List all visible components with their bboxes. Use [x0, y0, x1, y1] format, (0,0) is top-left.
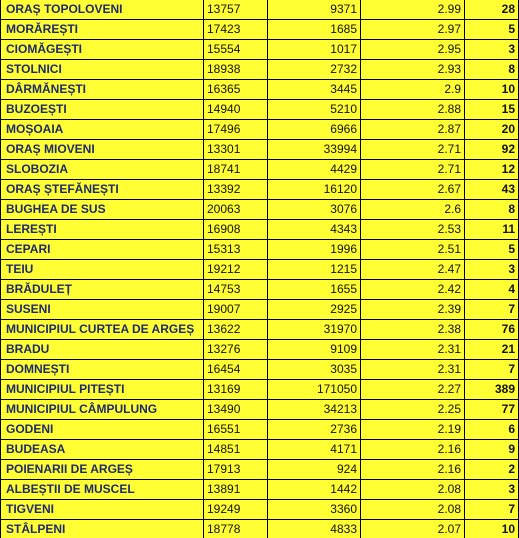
case-count-cell[interactable]: 12	[465, 160, 519, 180]
locality-code-cell[interactable]: 13757	[204, 0, 268, 20]
rate-value-cell[interactable]: 2.39	[361, 300, 465, 320]
locality-name-cell[interactable]: SUSENI	[1, 300, 204, 320]
population-cell[interactable]: 3360	[268, 500, 361, 520]
case-count-cell[interactable]: 5	[465, 240, 519, 260]
population-cell[interactable]: 1215	[268, 260, 361, 280]
table-row	[1, 220, 519, 240]
locality-code-cell[interactable]: 18938	[204, 60, 268, 80]
locality-name-cell[interactable]: MUNICIPIUL CURTEA DE ARGEȘ	[1, 320, 204, 340]
locality-code-cell[interactable]: 19249	[204, 500, 268, 520]
population-cell[interactable]: 2736	[268, 420, 361, 440]
locality-name-cell[interactable]: ORAȘ TOPOLOVENI	[1, 0, 204, 20]
locality-name-cell[interactable]: STOLNICI	[1, 60, 204, 80]
case-count-cell[interactable]: 28	[465, 0, 519, 20]
rate-value-cell[interactable]: 2.9	[361, 80, 465, 100]
locality-code-cell[interactable]: 13622	[204, 320, 268, 340]
locality-name-cell[interactable]: CEPARI	[1, 240, 204, 260]
locality-name-cell[interactable]: DÂRMĂNEȘTI	[1, 80, 204, 100]
table-row	[1, 380, 519, 400]
population-cell[interactable]: 3445	[268, 80, 361, 100]
locality-code-cell[interactable]: 20063	[204, 200, 268, 220]
locality-code-cell[interactable]: 13301	[204, 140, 268, 160]
table-row	[1, 500, 519, 520]
locality-name-cell[interactable]: GODENI	[1, 420, 204, 440]
locality-name-cell[interactable]: BUGHEA DE SUS	[1, 200, 204, 220]
population-cell[interactable]: 4833	[268, 520, 361, 538]
table-row	[1, 60, 519, 80]
rate-value-cell[interactable]: 2.71	[361, 160, 465, 180]
population-cell[interactable]: 6966	[268, 120, 361, 140]
locality-name-cell[interactable]: ALBEȘTII DE MUSCEL	[1, 480, 204, 500]
case-count-cell[interactable]: 7	[465, 500, 519, 520]
locality-code-cell[interactable]: 16908	[204, 220, 268, 240]
population-cell[interactable]: 2925	[268, 300, 361, 320]
table-row	[1, 20, 519, 40]
case-count-cell[interactable]: 77	[465, 400, 519, 420]
case-count-cell[interactable]: 7	[465, 300, 519, 320]
case-count-cell[interactable]: 43	[465, 180, 519, 200]
population-cell[interactable]: 33994	[268, 140, 361, 160]
locality-name-cell[interactable]: TIGVENI	[1, 500, 204, 520]
case-count-cell[interactable]: 15	[465, 100, 519, 120]
case-count-cell[interactable]: 3	[465, 260, 519, 280]
table-row	[1, 240, 519, 260]
locality-code-cell[interactable]: 14940	[204, 100, 268, 120]
case-count-cell[interactable]: 8	[465, 200, 519, 220]
locality-code-cell[interactable]: 17913	[204, 460, 268, 480]
case-count-cell[interactable]: 8	[465, 60, 519, 80]
rate-value-cell[interactable]: 2.67	[361, 180, 465, 200]
locality-code-cell[interactable]: 14851	[204, 440, 268, 460]
case-count-cell[interactable]: 3	[465, 480, 519, 500]
population-cell[interactable]: 9371	[268, 0, 361, 20]
rate-value-cell[interactable]: 2.08	[361, 500, 465, 520]
rate-value-cell[interactable]: 2.6	[361, 200, 465, 220]
locality-code-cell[interactable]: 14753	[204, 280, 268, 300]
locality-name-cell[interactable]: MUNICIPIUL PITEȘTI	[1, 380, 204, 400]
case-count-cell[interactable]: 389	[465, 380, 519, 400]
table-row	[1, 300, 519, 320]
case-count-cell[interactable]: 10	[465, 520, 519, 538]
population-cell[interactable]: 1996	[268, 240, 361, 260]
case-count-cell[interactable]: 3	[465, 40, 519, 60]
rate-value-cell[interactable]: 2.16	[361, 440, 465, 460]
locality-code-cell[interactable]: 16454	[204, 360, 268, 380]
case-count-cell[interactable]: 4	[465, 280, 519, 300]
locality-name-cell[interactable]: MORĂREȘTI	[1, 20, 204, 40]
rate-value-cell[interactable]: 2.42	[361, 280, 465, 300]
population-cell[interactable]: 1017	[268, 40, 361, 60]
locality-code-cell[interactable]: 19007	[204, 300, 268, 320]
locality-name-cell[interactable]: BRADU	[1, 340, 204, 360]
rate-value-cell[interactable]: 2.95	[361, 40, 465, 60]
rate-value-cell[interactable]: 2.71	[361, 140, 465, 160]
table-row	[1, 360, 519, 380]
locality-name-cell[interactable]: ORAȘ MIOVENI	[1, 140, 204, 160]
case-count-cell[interactable]: 7	[465, 360, 519, 380]
locality-code-cell[interactable]: 13276	[204, 340, 268, 360]
population-cell[interactable]: 9109	[268, 340, 361, 360]
case-count-cell[interactable]: 5	[465, 20, 519, 40]
rate-value-cell[interactable]: 2.93	[361, 60, 465, 80]
case-count-cell[interactable]: 10	[465, 80, 519, 100]
table-row	[1, 400, 519, 420]
rate-value-cell[interactable]: 2.97	[361, 20, 465, 40]
table-row	[1, 340, 519, 360]
case-count-cell[interactable]: 9	[465, 440, 519, 460]
case-count-cell[interactable]: 20	[465, 120, 519, 140]
locality-name-cell[interactable]: LEREȘTI	[1, 220, 204, 240]
locality-name-cell[interactable]: MUNICIPIUL CÂMPULUNG	[1, 400, 204, 420]
case-count-cell[interactable]: 92	[465, 140, 519, 160]
rate-value-cell[interactable]: 2.88	[361, 100, 465, 120]
case-count-cell[interactable]: 21	[465, 340, 519, 360]
population-cell[interactable]: 34213	[268, 400, 361, 420]
population-cell[interactable]: 4171	[268, 440, 361, 460]
locality-name-cell[interactable]: MOȘOAIA	[1, 120, 204, 140]
locality-name-cell[interactable]: TEIU	[1, 260, 204, 280]
population-cell[interactable]: 924	[268, 460, 361, 480]
rate-value-cell[interactable]: 2.38	[361, 320, 465, 340]
table-row	[1, 80, 519, 100]
table-row	[1, 160, 519, 180]
locality-code-cell[interactable]: 13392	[204, 180, 268, 200]
population-cell[interactable]: 1685	[268, 20, 361, 40]
table-row	[1, 200, 519, 220]
locality-code-cell[interactable]: 18741	[204, 160, 268, 180]
rate-value-cell[interactable]: 2.47	[361, 260, 465, 280]
rate-value-cell[interactable]: 2.31	[361, 340, 465, 360]
locality-name-cell[interactable]: POIENARII DE ARGEȘ	[1, 460, 204, 480]
population-cell[interactable]: 4343	[268, 220, 361, 240]
population-cell[interactable]: 5210	[268, 100, 361, 120]
locality-code-cell[interactable]: 16365	[204, 80, 268, 100]
rate-value-cell[interactable]: 2.07	[361, 520, 465, 538]
locality-name-cell[interactable]: BRĂDULEȚ	[1, 280, 204, 300]
rate-value-cell[interactable]: 2.53	[361, 220, 465, 240]
locality-code-cell[interactable]: 13169	[204, 380, 268, 400]
locality-name-cell[interactable]: ORAȘ ȘTEFĂNEȘTI	[1, 180, 204, 200]
locality-code-cell[interactable]: 16551	[204, 420, 268, 440]
locality-code-cell[interactable]: 17496	[204, 120, 268, 140]
population-cell[interactable]: 3076	[268, 200, 361, 220]
locality-name-cell[interactable]: STÂLPENI	[1, 520, 204, 538]
table-row	[1, 420, 519, 440]
case-count-cell[interactable]: 11	[465, 220, 519, 240]
locality-code-cell[interactable]: 15554	[204, 40, 268, 60]
population-cell[interactable]: 171050	[268, 380, 361, 400]
population-cell[interactable]: 3035	[268, 360, 361, 380]
locality-name-cell[interactable]: CIOMĂGEȘTI	[1, 40, 204, 60]
rate-value-cell[interactable]: 2.31	[361, 360, 465, 380]
table-row	[1, 140, 519, 160]
locality-code-cell[interactable]: 19212	[204, 260, 268, 280]
table-row	[1, 480, 519, 500]
table-row	[1, 100, 519, 120]
population-cell[interactable]: 2732	[268, 60, 361, 80]
table-body	[1, 0, 519, 538]
locality-name-cell[interactable]: SLOBOZIA	[1, 160, 204, 180]
table-row	[1, 320, 519, 340]
rate-value-cell[interactable]: 2.51	[361, 240, 465, 260]
rate-value-cell[interactable]: 2.08	[361, 480, 465, 500]
locality-name-cell[interactable]: DOMNEȘTI	[1, 360, 204, 380]
population-cell[interactable]: 1655	[268, 280, 361, 300]
locality-name-cell[interactable]: BUZOEȘTI	[1, 100, 204, 120]
rate-value-cell[interactable]: 2.16	[361, 460, 465, 480]
rate-value-cell[interactable]: 2.19	[361, 420, 465, 440]
population-cell[interactable]: 16120	[268, 180, 361, 200]
locality-code-cell[interactable]: 15313	[204, 240, 268, 260]
table-row	[1, 280, 519, 300]
locality-code-cell[interactable]: 17423	[204, 20, 268, 40]
table-row	[1, 260, 519, 280]
population-cell[interactable]: 4429	[268, 160, 361, 180]
locality-name-cell[interactable]: BUDEASA	[1, 440, 204, 460]
table-row	[1, 520, 519, 538]
rate-value-cell[interactable]: 2.25	[361, 400, 465, 420]
table-row	[1, 0, 519, 20]
locality-code-cell[interactable]: 13891	[204, 480, 268, 500]
rate-value-cell[interactable]: 2.99	[361, 0, 465, 20]
locality-code-cell[interactable]: 18778	[204, 520, 268, 538]
case-count-cell[interactable]: 76	[465, 320, 519, 340]
table-row	[1, 460, 519, 480]
table-row	[1, 440, 519, 460]
population-cell[interactable]: 31970	[268, 320, 361, 340]
population-cell[interactable]: 1442	[268, 480, 361, 500]
table-row	[1, 40, 519, 60]
case-count-cell[interactable]: 2	[465, 460, 519, 480]
locality-code-cell[interactable]: 13490	[204, 400, 268, 420]
case-count-cell[interactable]: 6	[465, 420, 519, 440]
table-row	[1, 180, 519, 200]
table-row	[1, 120, 519, 140]
rate-value-cell[interactable]: 2.27	[361, 380, 465, 400]
rate-value-cell[interactable]: 2.87	[361, 120, 465, 140]
